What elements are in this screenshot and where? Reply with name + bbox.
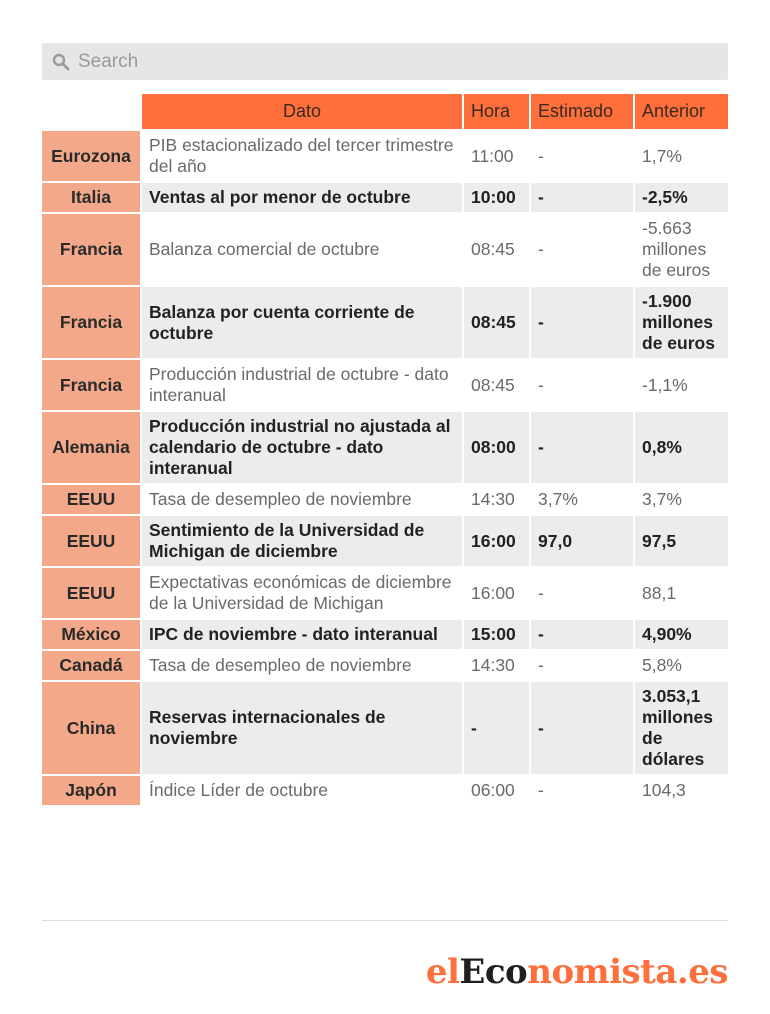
footer-divider [42, 920, 728, 921]
header-estimado[interactable]: Estimado [529, 94, 633, 129]
table-row [42, 410, 728, 483]
hora-cell: 15:00 [462, 618, 529, 649]
header-blank [42, 94, 140, 129]
dato-cell: Tasa de desempleo de noviembre [140, 483, 462, 514]
header-dato[interactable]: Dato [140, 94, 462, 129]
estimado-cell: - [529, 774, 633, 805]
search-bar[interactable] [42, 43, 728, 80]
country-cell: Eurozona [42, 129, 140, 181]
anterior-cell: 88,1 [633, 566, 728, 618]
country-cell: Italia [42, 181, 140, 212]
estimado-cell: - [529, 181, 633, 212]
anterior-cell: -1.900 millones de euros [633, 285, 728, 358]
economic-calendar-table [42, 94, 728, 805]
anterior-cell: -2,5% [633, 181, 728, 212]
estimado-cell: - [529, 410, 633, 483]
anterior-cell: 3.053,1 millones de dólares [633, 680, 728, 774]
estimado-cell: - [529, 212, 633, 285]
hora-cell: 14:30 [462, 649, 529, 680]
hora-cell: 06:00 [462, 774, 529, 805]
header-hora[interactable]: Hora [462, 94, 529, 129]
table-row [42, 285, 728, 358]
country-cell: México [42, 618, 140, 649]
table-row [42, 483, 728, 514]
country-cell: EEUU [42, 566, 140, 618]
dato-cell: Balanza comercial de octubre [140, 212, 462, 285]
hora-cell: 11:00 [462, 129, 529, 181]
table-row [42, 566, 728, 618]
country-cell: Francia [42, 285, 140, 358]
anterior-cell: -5.663 millones de euros [633, 212, 728, 285]
table-row [42, 129, 728, 181]
country-cell: Alemania [42, 410, 140, 483]
estimado-cell: - [529, 566, 633, 618]
estimado-cell: 97,0 [529, 514, 633, 566]
hora-cell: 08:45 [462, 358, 529, 410]
anterior-cell: 5,8% [633, 649, 728, 680]
dato-cell: Balanza por cuenta corriente de octubre [140, 285, 462, 358]
table-row [42, 618, 728, 649]
anterior-cell: 104,3 [633, 774, 728, 805]
hora-cell: 08:45 [462, 212, 529, 285]
dato-cell: Producción industrial de octubre - dato interanual [140, 358, 462, 410]
hora-cell: 16:00 [462, 566, 529, 618]
estimado-cell: - [529, 358, 633, 410]
country-cell: Canadá [42, 649, 140, 680]
dato-cell: Sentimiento de la Universidad de Michigan de diciembre [140, 514, 462, 566]
hora-cell: 08:00 [462, 410, 529, 483]
header-anterior[interactable]: Anterior [633, 94, 728, 129]
anterior-cell: 4,90% [633, 618, 728, 649]
country-cell: Francia [42, 212, 140, 285]
table-header-row [42, 94, 728, 129]
anterior-cell: 0,8% [633, 410, 728, 483]
anterior-cell: 3,7% [633, 483, 728, 514]
estimado-cell: - [529, 649, 633, 680]
table-row [42, 181, 728, 212]
dato-cell: Expectativas económicas de diciembre de la Universidad de Michigan [140, 566, 462, 618]
estimado-cell: - [529, 129, 633, 181]
table-row [42, 358, 728, 410]
table-row [42, 212, 728, 285]
table-body [42, 129, 728, 805]
hora-cell: 08:45 [462, 285, 529, 358]
table-row [42, 680, 728, 774]
dato-cell: Producción industrial no ajustada al calendario de octubre - dato interanual [140, 410, 462, 483]
dato-cell: Ventas al por menor de octubre [140, 181, 462, 212]
country-cell: Japón [42, 774, 140, 805]
search-icon [52, 53, 70, 71]
anterior-cell: 1,7% [633, 129, 728, 181]
dato-cell: IPC de noviembre - dato interanual [140, 618, 462, 649]
hora-cell: 10:00 [462, 181, 529, 212]
country-cell: EEUU [42, 514, 140, 566]
dato-cell: PIB estacionalizado del tercer trimestre del año [140, 129, 462, 181]
country-cell: EEUU [42, 483, 140, 514]
logo-part-nomista: nomista.es [527, 952, 728, 992]
logo-part-eco: Eco [459, 952, 528, 992]
logo-part-el: el [425, 952, 460, 992]
anterior-cell: 97,5 [633, 514, 728, 566]
search-input[interactable] [78, 51, 678, 73]
dato-cell: Índice Líder de octubre [140, 774, 462, 805]
estimado-cell: - [529, 285, 633, 358]
table-row [42, 649, 728, 680]
estimado-cell: - [529, 618, 633, 649]
hora-cell: 16:00 [462, 514, 529, 566]
anterior-cell: -1,1% [633, 358, 728, 410]
country-cell: Francia [42, 358, 140, 410]
hora-cell: - [462, 680, 529, 774]
table-row [42, 514, 728, 566]
estimado-cell: 3,7% [529, 483, 633, 514]
eleconomista-logo[interactable] [426, 952, 728, 992]
table-row [42, 774, 728, 805]
dato-cell: Tasa de desempleo de noviembre [140, 649, 462, 680]
estimado-cell: - [529, 680, 633, 774]
country-cell: China [42, 680, 140, 774]
hora-cell: 14:30 [462, 483, 529, 514]
dato-cell: Reservas internacionales de noviembre [140, 680, 462, 774]
